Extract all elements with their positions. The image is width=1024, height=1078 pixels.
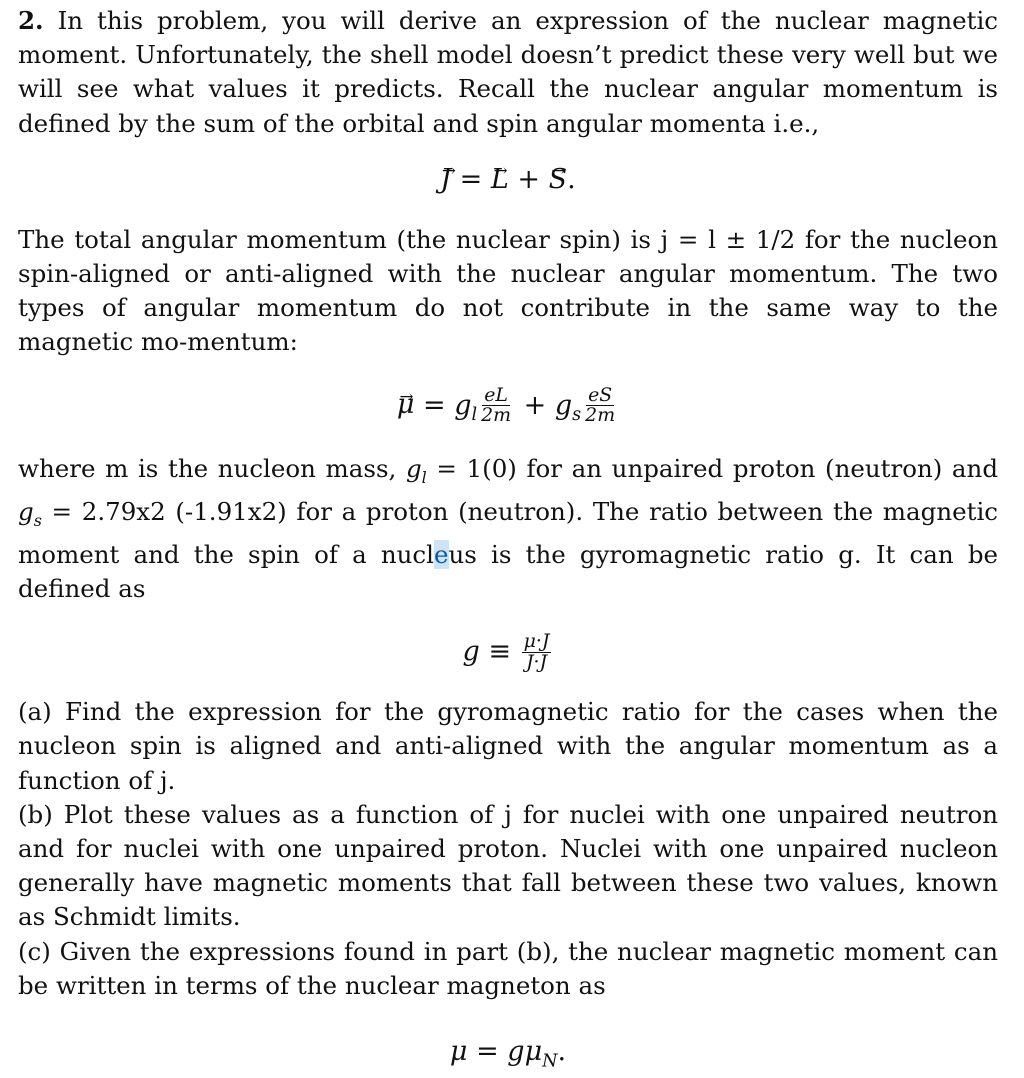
problem-document — [18, 4, 998, 1078]
part-a: (a) Find the expression for the gyromagnetic ratio for the cases when the nucleon spin is aligned and anti-aligned with the angular momentum as a function of j. — [18, 697, 998, 795]
vector-l: → L — [491, 163, 509, 197]
total-angular-momentum-paragraph: The total angular momentum (the nuclear spin) is j = l ± 1/2 for the nucleon spin-aligned or anti-aligned with the nuclear angular momentum. The two types of angular momentum do not contribute in the same way to the magnetic mo-mentum: — [18, 224, 998, 357]
magnetic-moment-equation: → $\mu = g_l$ $\frac{eL}{2m}$ + $g_s$ $\frac{eS}{2m}$ — [18, 386, 998, 432]
vector-s: → S — [549, 163, 568, 197]
gyromagnetic-ratio-equation: g ≡ $\frac{\mu\cdot J}{J\cdot J}$ — [462, 630, 550, 674]
part-b: (b) Plot these values as a function of j for nuclei with one unpaired neutron and for nuclei with one unpaired proton. Nuclei with one unpaired nucleon generally have magnetic moments that fall between these two values, known as Schmidt limits. — [18, 799, 998, 932]
nuclear-magneton-equation: $\mu = g\mu_N$. — [449, 1035, 567, 1072]
angular-momentum-equation: → J = → L + → S. — [18, 163, 998, 197]
vector-mu: → μ — [397, 388, 415, 422]
problem-number: 2. — [18, 6, 44, 35]
intro-text: In this problem, you will derive an expression of the nuclear magnetic moment. Unfortunately, the shell model doesn’t predict these very well but we will see what values it predicts. Recall the nuclear angular momentum is defined by the sum of the orbital and spin angular momenta i.e., — [18, 6, 998, 138]
fraction-mu-j-over-j-j: $\frac{\mu\cdot J}{J\cdot J}$ — [523, 630, 550, 674]
definitions-paragraph: where m is the nucleon mass, $g_l = 1(0)$ for an unpaired proton (neutron) and $g_s = 2.79x2$ (-1.91x2) for a proton (neutron). The ratio between the magnetic moment and the spin of a nucleus is the gyromagnetic ratio g. It can be defined as — [18, 453, 999, 604]
part-c: (c) Given the expressions found in part (b), the nuclear magnetic moment can be written in terms of the nuclear magneton as — [18, 936, 998, 1000]
fraction-el-2m: $\frac{eL}{2m}$ — [481, 383, 512, 427]
vector-j: → J — [440, 163, 451, 197]
text-cursor-highlight: e — [434, 540, 449, 570]
fraction-es-2m: $\frac{eS}{2m}$ — [585, 383, 616, 427]
intro-paragraph — [18, 4, 998, 141]
